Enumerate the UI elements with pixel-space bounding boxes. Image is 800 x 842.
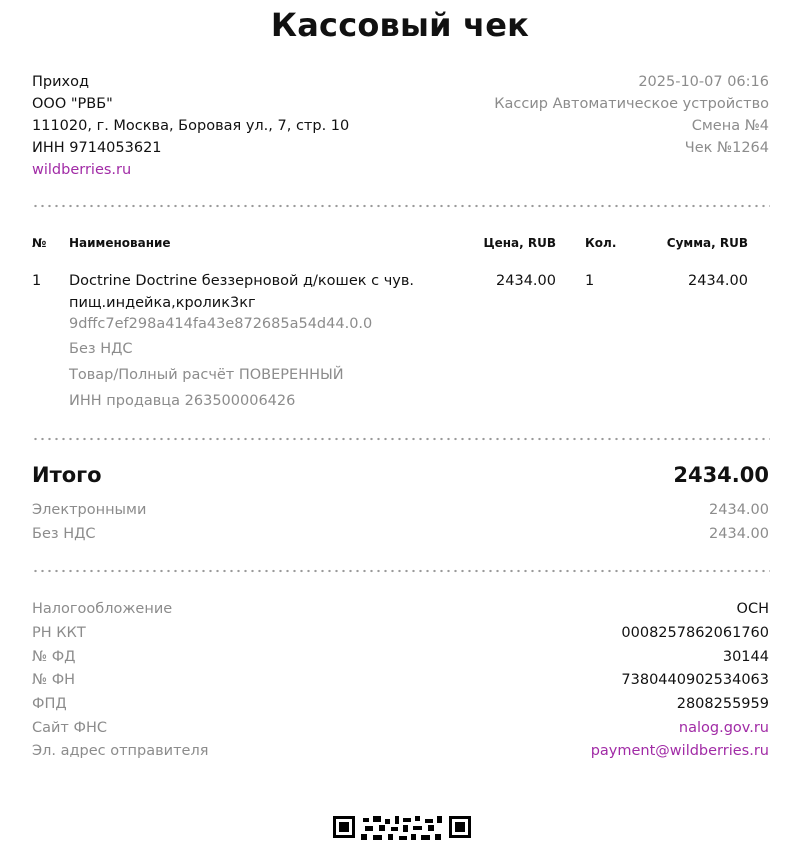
total-label: Итого [32, 463, 102, 487]
rn-kkt-label: РН ККТ [32, 625, 86, 641]
item-code: 9dffc7ef298a414fa43e872685a54d44.0.0 [69, 316, 373, 332]
item-sum: 2434.00 [688, 273, 748, 289]
item-qty: 1 [585, 273, 595, 289]
fns-site-label: Сайт ФНС [32, 720, 107, 736]
payment-method-label: Электронными [32, 502, 147, 518]
separator [32, 437, 770, 441]
shift-number: Смена №4 [691, 118, 769, 134]
check-number: Чек №1264 [684, 140, 769, 156]
fn-number-label: № ФН [32, 672, 76, 688]
col-sum-header: Сумма, RUB [666, 236, 748, 250]
cashier: Кассир Автоматическое устройство [494, 96, 769, 112]
separator [32, 569, 770, 573]
item-seller-inn: ИНН продавца 263500006426 [69, 393, 296, 409]
taxation-label: Налогообложение [32, 601, 173, 617]
fd-number-value: 30144 [722, 649, 769, 665]
item-vat: Без НДС [69, 341, 133, 357]
vat-label: Без НДС [32, 526, 96, 542]
separator [32, 204, 770, 208]
item-price: 2434.00 [496, 273, 556, 289]
fpd-value: 2808255959 [676, 696, 769, 712]
sender-email-label: Эл. адрес отправителя [32, 743, 209, 759]
vat-value: 2434.00 [709, 526, 769, 542]
org-name: ООО "РВБ" [32, 96, 113, 112]
sender-email-link[interactable]: payment@wildberries.ru [590, 743, 769, 759]
qr-code [333, 816, 471, 842]
fn-number-value: 7380440902534063 [621, 672, 769, 688]
col-num-header: № [32, 236, 47, 250]
col-price-header: Цена, RUB [483, 236, 556, 250]
item-num: 1 [32, 273, 42, 289]
seller-info [32, 71, 349, 181]
org-inn: ИНН 9714053621 [32, 140, 162, 156]
item-type: Товар/Полный расчёт ПОВЕРЕННЫЙ [69, 367, 344, 383]
operation-type: Приход [32, 74, 90, 90]
item-name: Doctrine Doctrine беззерновой д/кошек с чув. пищ.индейка,кролик3кг [69, 273, 414, 311]
payment-method-value: 2434.00 [709, 502, 769, 518]
site-link[interactable]: wildberries.ru [32, 162, 132, 178]
total-value: 2434.00 [673, 463, 769, 487]
fns-site-link[interactable]: nalog.gov.ru [678, 720, 769, 736]
fpd-label: ФПД [32, 696, 67, 712]
rn-kkt-value: 0008257862061760 [621, 625, 769, 641]
check-info [494, 71, 769, 159]
taxation-value: ОСН [736, 601, 769, 617]
org-address: 111020, г. Москва, Боровая ул., 7, стр. 10 [32, 118, 350, 134]
col-qty-header: Кол. [585, 236, 617, 250]
check-datetime: 2025-10-07 06:16 [638, 74, 769, 90]
fd-number-label: № ФД [32, 649, 76, 665]
col-name-header: Наименование [69, 236, 171, 250]
receipt-title: Кассовый чек [270, 6, 530, 44]
